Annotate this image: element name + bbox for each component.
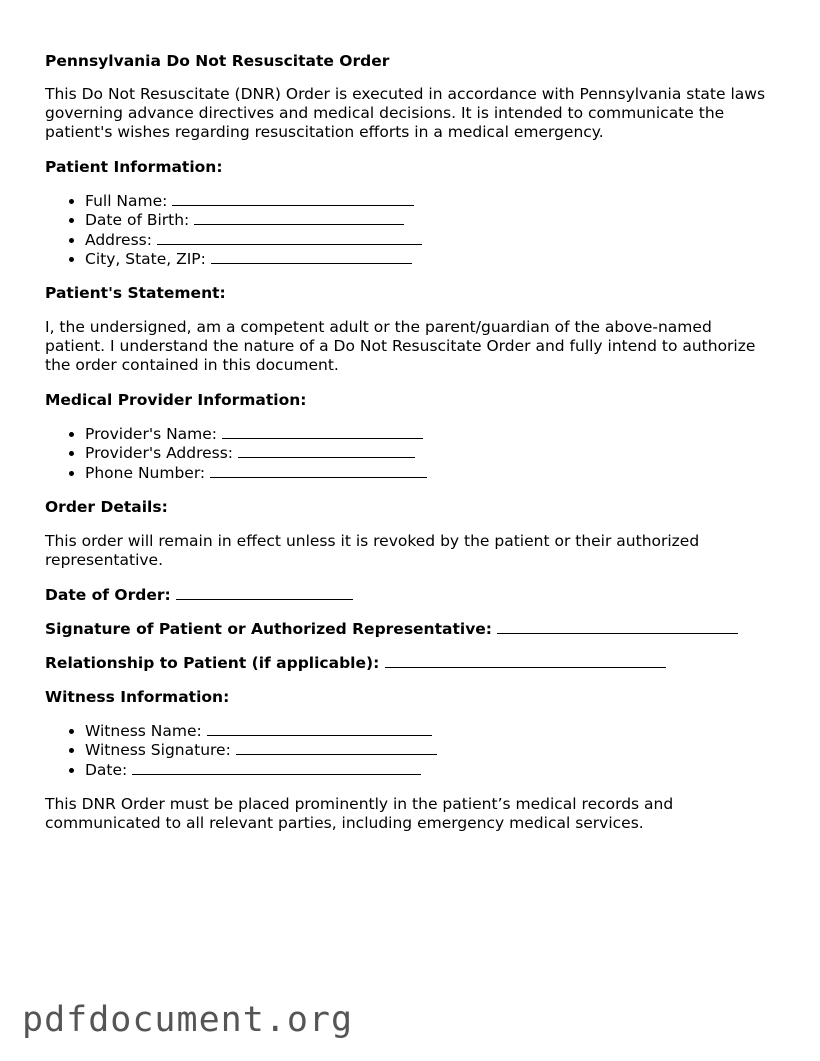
provider-name-label: Provider's Name: — [85, 425, 218, 444]
document-page — [45, 52, 775, 849]
full-name-field[interactable] — [172, 192, 414, 206]
dob-field[interactable] — [194, 211, 404, 225]
signature-field[interactable] — [497, 620, 738, 634]
witness-date-label: Date: — [85, 760, 128, 779]
relationship-row — [45, 654, 775, 672]
statement-heading: Patient's Statement: — [45, 284, 226, 303]
signature-label: Signature of Patient or Authorized Representative: — [45, 620, 493, 639]
date-of-order-field[interactable] — [176, 586, 353, 600]
witness-name-label: Witness Name: — [85, 722, 202, 741]
statement-text: I, the undersigned, am a competent adult or the parent/guardian of the above-named patient. I understand the nature of a Do Not Resuscitate Order and fully intend to authorize the order contained in this document. — [45, 318, 756, 375]
provider-heading: Medical Provider Information: — [45, 391, 307, 410]
relationship-label: Relationship to Patient (if applicable): — [45, 654, 380, 673]
patient-info-heading: Patient Information: — [45, 158, 223, 176]
city-state-zip-field[interactable] — [211, 250, 412, 264]
provider-list — [45, 425, 775, 483]
provider-name-field[interactable] — [222, 425, 423, 439]
date-of-order-row — [45, 586, 775, 604]
list-item — [85, 192, 775, 211]
order-details-heading: Order Details: — [45, 498, 168, 517]
list-item — [85, 722, 775, 741]
relationship-field[interactable] — [385, 654, 666, 668]
city-state-zip-label: City, State, ZIP: — [85, 249, 206, 268]
watermark: pdfdocument.org — [22, 1000, 354, 1040]
witness-signature-field[interactable] — [236, 741, 437, 755]
full-name-label: Full Name: — [85, 192, 168, 210]
order-details-text: This order will remain in effect unless it is revoked by the patient or their authorized representative. — [45, 532, 700, 570]
witness-name-field[interactable] — [207, 722, 432, 736]
provider-address-field[interactable] — [238, 444, 415, 458]
list-item — [85, 464, 775, 483]
witness-heading: Witness Information: — [45, 688, 230, 707]
document-title: Pennsylvania Do Not Resuscitate Order — [45, 52, 390, 70]
phone-label: Phone Number: — [85, 463, 206, 482]
provider-address-label: Provider's Address: — [85, 444, 234, 463]
dob-label: Date of Birth: — [85, 211, 190, 230]
address-label: Address: — [85, 230, 152, 249]
list-item — [85, 425, 775, 444]
list-item — [85, 211, 775, 230]
patient-info-list — [45, 192, 775, 269]
closing-paragraph: This DNR Order must be placed prominently in the patient’s medical records and communicated to all relevant parties, including emergency medical services. — [45, 794, 674, 832]
signature-row — [45, 620, 775, 638]
list-item — [85, 761, 775, 780]
list-item — [85, 250, 775, 269]
list-item — [85, 444, 775, 463]
intro-paragraph: This Do Not Resuscitate (DNR) Order is executed in accordance with Pennsylvania state laws governing advance directives and medical decisions. It is intended to communicate the patient's wishes regarding resuscitation efforts in a medical emergency. — [45, 85, 766, 141]
witness-date-field[interactable] — [132, 761, 421, 775]
witness-signature-label: Witness Signature: — [85, 741, 231, 760]
witness-list — [45, 722, 775, 780]
phone-field[interactable] — [210, 464, 427, 478]
list-item — [85, 741, 775, 760]
address-field[interactable] — [157, 231, 422, 245]
date-of-order-label: Date of Order: — [45, 586, 171, 605]
list-item — [85, 231, 775, 250]
